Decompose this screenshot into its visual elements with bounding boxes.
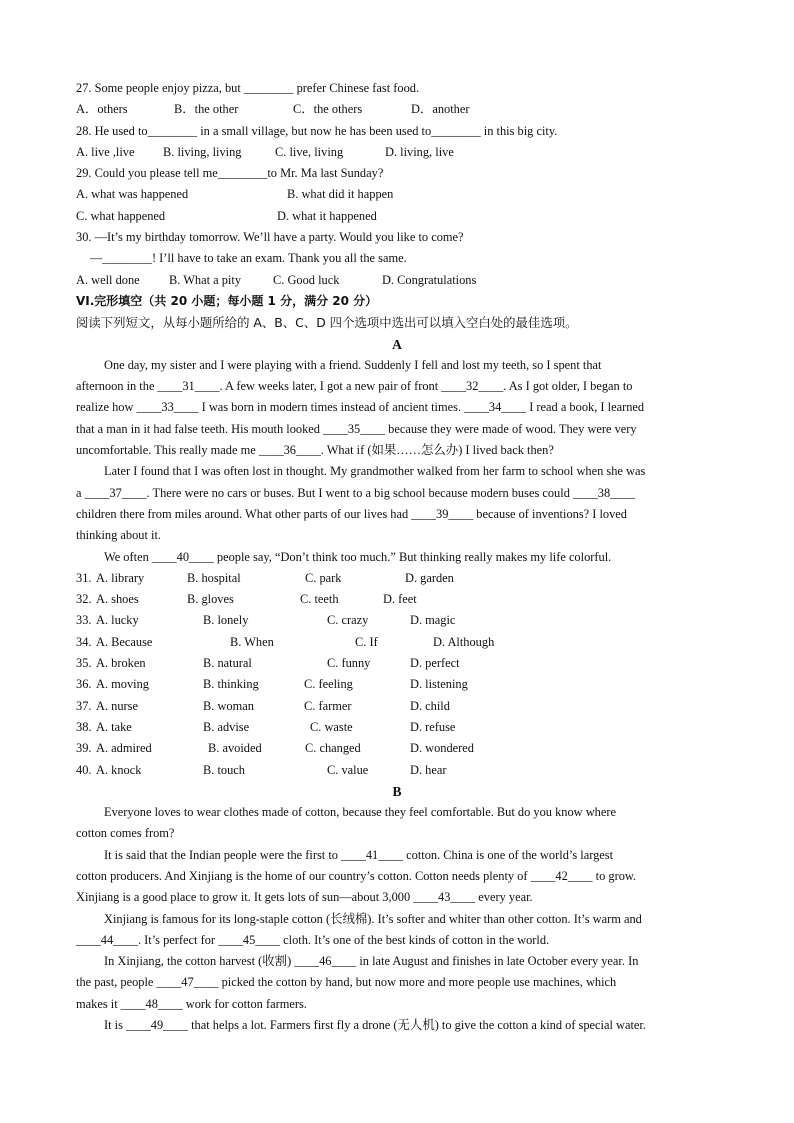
passage-line: ____44____. It’s perfect for ____45____ cloth. It’s one of the best kinds of cotton in the world. xyxy=(76,932,550,947)
option: C. farmer xyxy=(304,698,352,713)
option: C. funny xyxy=(327,656,371,671)
section-instruction: 阅读下列短文，从每小题所给的 A、B、C、D 四个选项中选出可以填入空白处的最佳选项。 xyxy=(76,315,578,331)
question-30-options xyxy=(76,270,718,291)
option: A. Because xyxy=(96,634,153,649)
option: A. library xyxy=(96,570,145,585)
cloze-question-row xyxy=(76,696,718,717)
passage-line: Later I found that I was often lost in thought. My grandmother walked from her farm to school when she was xyxy=(104,464,646,479)
section-heading: VI.完形填空（共 20 小题；每小题 1 分，满分 20 分） xyxy=(76,293,378,308)
question-29-stem: 29. Could you please tell me________to Mr. Ma last Sunday? xyxy=(76,166,384,181)
question-27-stem: 27. Some people enjoy pizza, but ________ prefer Chinese fast food. xyxy=(76,81,420,95)
passage-line: the past, people ____47____ picked the cotton by hand, but now more and more people use machines, which xyxy=(76,975,617,990)
option: A. shoes xyxy=(96,592,139,607)
passage-line: children there from miles around. What other parts of our lives had ____39____ because of inventions? I loved xyxy=(76,506,628,521)
cloze-question-row xyxy=(76,738,718,759)
passage-line: cotton comes from? xyxy=(76,826,175,841)
option: B. hospital xyxy=(187,570,241,585)
question-number: 37. xyxy=(76,698,92,713)
option: D. wondered xyxy=(410,741,474,756)
question-number: 31. xyxy=(76,570,92,585)
cloze-question-row xyxy=(76,674,718,695)
passage-line: a ____37____. There were no cars or buses. But I went to a big school because modern buses could ____38____ xyxy=(76,485,635,500)
passage-line: afternoon in the ____31____. A few weeks later, I got a new pair of front ____32____. As I got older, I began to xyxy=(76,379,633,394)
option: B. avoided xyxy=(208,741,262,756)
option: A. nurse xyxy=(96,698,138,713)
option: D. what it happened xyxy=(277,208,377,223)
question-number: 33. xyxy=(76,613,92,628)
option: C. live, living xyxy=(275,144,344,159)
option: B. What a pity xyxy=(169,272,242,287)
option: D. garden xyxy=(405,570,454,585)
question-number: 38. xyxy=(76,719,92,734)
question-number: 36. xyxy=(76,677,92,692)
cloze-question-row xyxy=(76,717,718,738)
option: D. living, live xyxy=(385,144,454,159)
option: C. crazy xyxy=(327,613,369,628)
question-29-options-row2 xyxy=(76,206,718,227)
option: B. When xyxy=(230,634,274,649)
cloze-question-row xyxy=(76,568,718,589)
option: C. teeth xyxy=(300,592,339,607)
option: B. touch xyxy=(203,762,245,777)
option: D. perfect xyxy=(410,656,460,671)
option: A. lucky xyxy=(96,613,139,628)
option: D. feet xyxy=(383,592,417,607)
passage-a-label: A xyxy=(392,336,402,352)
passage-line: that a man in it had false teeth. His mouth looked ____35____ because they were made of wood. They were very xyxy=(76,421,637,436)
question-number: 39. xyxy=(76,741,92,756)
passage-line: thinking about it. xyxy=(76,528,162,543)
option: A. well done xyxy=(76,272,140,287)
option: D．another xyxy=(411,102,470,117)
passage-line: Xinjiang is famous for its long-staple cotton (长绒棉). It’s softer and whiter than other cotton. It’s warm and xyxy=(104,911,642,926)
option: A. admired xyxy=(96,741,152,756)
option: B. thinking xyxy=(203,677,259,692)
question-number: 40. xyxy=(76,762,92,777)
passage-line: makes it ____48____ work for cotton farmers. xyxy=(76,996,307,1011)
option: A. broken xyxy=(96,656,146,671)
option: B. living, living xyxy=(163,144,242,159)
option: A. knock xyxy=(96,762,142,777)
option: C. waste xyxy=(310,719,353,734)
question-30-stem: 30. —It’s my birthday tomorrow. We’ll have a party. Would you like to come? xyxy=(76,230,464,245)
passage-line: One day, my sister and I were playing with a friend. Suddenly I fell and lost my teeth, so I spent that xyxy=(104,357,602,372)
exam-page xyxy=(76,78,718,1036)
option: B. advise xyxy=(203,719,250,734)
question-number: 35. xyxy=(76,656,92,671)
cloze-question-row xyxy=(76,760,718,781)
option: A. live ,live xyxy=(76,144,135,159)
option: D. Congratulations xyxy=(382,272,477,287)
option: C. If xyxy=(355,634,378,649)
option: C. park xyxy=(305,570,342,585)
cloze-question-row xyxy=(76,632,718,653)
option: D. listening xyxy=(410,677,468,692)
passage-line: uncomfortable. This really made me ____36____. What if (如果……怎么办) I lived back then? xyxy=(76,443,554,458)
option: C．the others xyxy=(293,102,363,117)
passage-line: cotton producers. And Xinjiang is the home of our country’s cotton. Cotton needs plenty of ____42____ to grow. xyxy=(76,868,637,883)
option: B. natural xyxy=(203,656,252,671)
question-number: 34. xyxy=(76,634,92,649)
option: D. Although xyxy=(433,634,495,649)
option: B. lonely xyxy=(203,613,249,628)
cloze-question-row xyxy=(76,653,718,674)
option: D. magic xyxy=(410,613,456,628)
question-number: 32. xyxy=(76,592,92,607)
option: D. refuse xyxy=(410,719,456,734)
question-28-options xyxy=(76,142,718,163)
passage-line: Everyone loves to wear clothes made of cotton, because they feel comfortable. But do you know where xyxy=(104,805,616,820)
option: C. feeling xyxy=(304,677,353,692)
cloze-question-row xyxy=(76,589,718,610)
option: D. hear xyxy=(410,762,447,777)
passage-line: We often ____40____ people say, “Don’t think too much.” But thinking really makes my life colorful. xyxy=(104,549,612,564)
cloze-question-list xyxy=(76,568,718,781)
option: D. child xyxy=(410,698,450,713)
option: B. what did it happen xyxy=(287,187,394,202)
option: A．others xyxy=(76,102,128,117)
passage-b-label: B xyxy=(392,783,402,799)
option: B．the other xyxy=(174,102,239,117)
option: A. take xyxy=(96,719,132,734)
passage-line: It is ____49____ that helps a lot. Farmers first fly a drone (无人机) to give the cotton a kind of special water. xyxy=(104,1018,646,1033)
passage-line: In Xinjiang, the cotton harvest (收割) ____46____ in late August and finishes in late October every year. In xyxy=(104,954,639,969)
option: B. woman xyxy=(203,698,254,713)
option: C. value xyxy=(327,762,369,777)
passage-line: realize how ____33____ I was born in modern times instead of ancient times. ____34____ I read a book, I learned xyxy=(76,400,645,415)
option: B. gloves xyxy=(187,592,234,607)
option: C. Good luck xyxy=(273,272,340,287)
passage-line: It is said that the Indian people were the first to ____41____ cotton. China is one of the world’s largest xyxy=(104,847,614,862)
option: C. changed xyxy=(305,741,361,756)
passage-line: Xinjiang is a good place to grow it. It gets lots of sun—about 3,000 ____43____ every year. xyxy=(76,890,533,905)
option: C. what happened xyxy=(76,208,166,223)
question-27-options xyxy=(76,99,718,120)
cloze-question-row xyxy=(76,610,718,631)
option: A. moving xyxy=(96,677,150,692)
question-30-reply: —________! I’ll have to take an exam. Thank you all the same. xyxy=(90,251,407,266)
option: A. what was happened xyxy=(76,187,189,202)
question-28-stem: 28. He used to________ in a small village, but now he has been used to________ in this big city. xyxy=(76,123,558,138)
question-29-options-row1 xyxy=(76,184,718,205)
